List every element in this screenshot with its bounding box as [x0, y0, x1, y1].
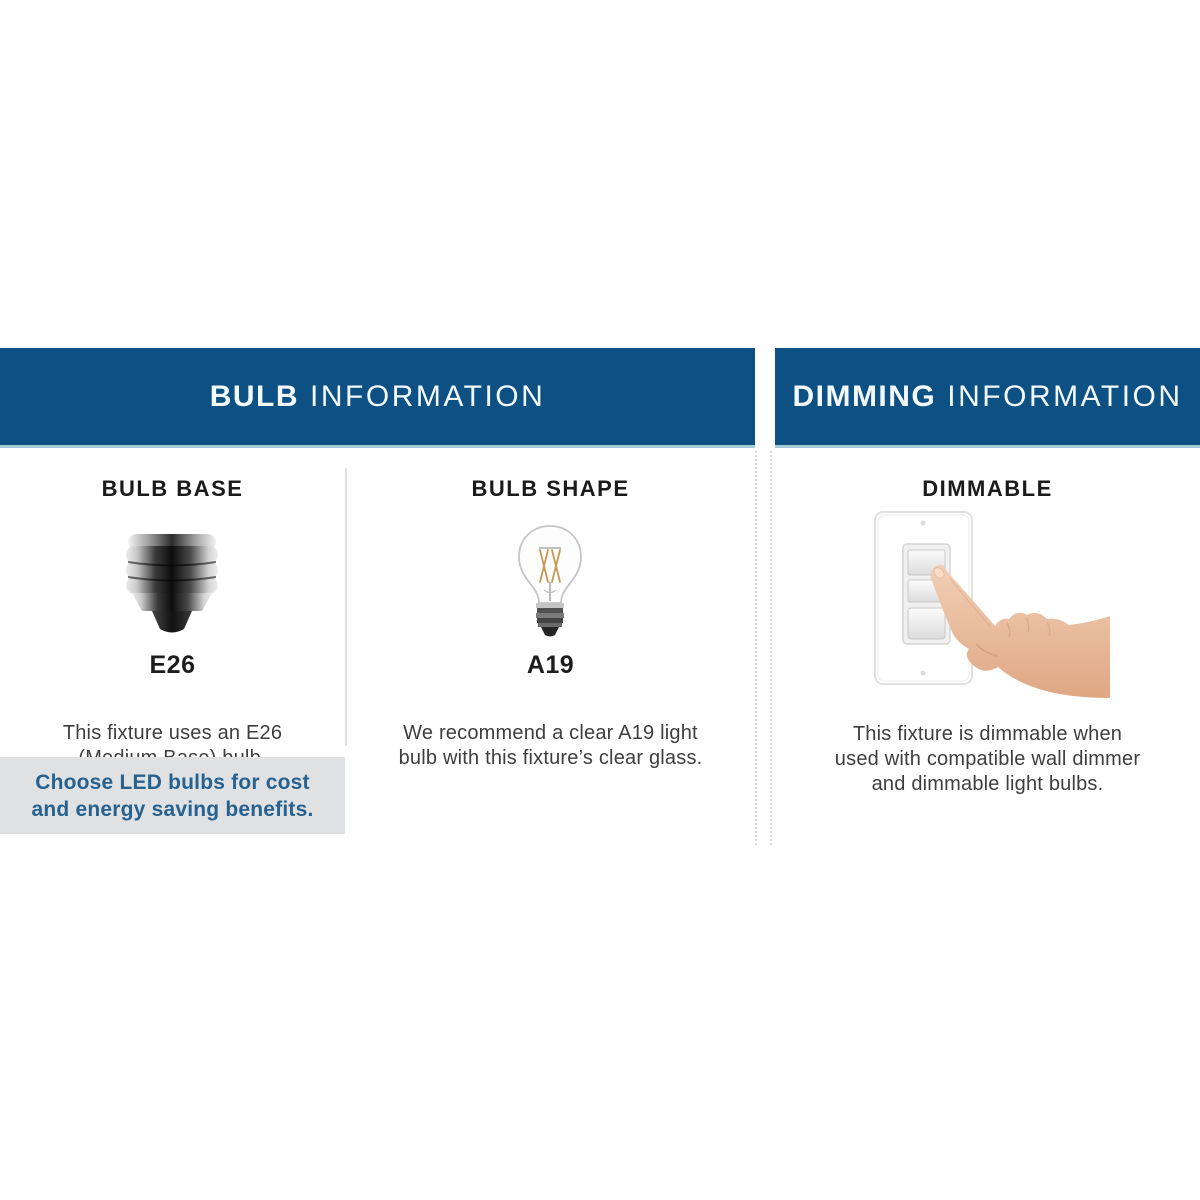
bulb-base-description-line: This fixture uses an E26 [62, 722, 283, 744]
e26-screw-base-icon [114, 531, 230, 641]
led-tip-callout-line: Choose LED bulbs for cost [35, 770, 310, 794]
bulb-shape-value: A19 [526, 651, 575, 679]
bulb-base-title: BULB BASE [101, 476, 244, 501]
bulb-base-value: E26 [149, 651, 196, 679]
bulb-information-header [0, 348, 755, 448]
dimming-header-regular-text: INFORMATION [947, 379, 1183, 413]
bulb-shape-description-line: bulb with this fixture’s clear glass. [398, 747, 703, 769]
dimming-header-bold-text: DIMMING [792, 379, 937, 413]
dimmable-description-line: This fixture is dimmable when [852, 723, 1123, 745]
bulb-header-bold-text: BULB [209, 379, 300, 413]
bulb-header-regular-text: INFORMATION [310, 379, 546, 413]
dimmable-description-line: and dimmable light bulbs. [871, 773, 1104, 795]
bulb-shape-description-line: We recommend a clear A19 light [403, 722, 698, 744]
panel-gap-dotted-line-left [755, 451, 757, 845]
dimming-information-header [775, 348, 1200, 448]
bulb-shape-description [346, 721, 755, 771]
a19-bulb-icon [507, 524, 593, 640]
bulb-shape-title: BULB SHAPE [471, 476, 630, 501]
dimmable-description-line: used with compatible wall dimmer [834, 748, 1141, 770]
dimmer-switch-hand-icon [858, 506, 1110, 698]
column-divider-line [345, 468, 347, 746]
led-tip-callout-line: and energy saving benefits. [31, 797, 314, 821]
panel-gap-dotted-line-right [770, 451, 772, 845]
dimmable-title: DIMMABLE [922, 476, 1053, 501]
led-tip-callout [0, 757, 345, 834]
dimmable-description [775, 722, 1200, 797]
